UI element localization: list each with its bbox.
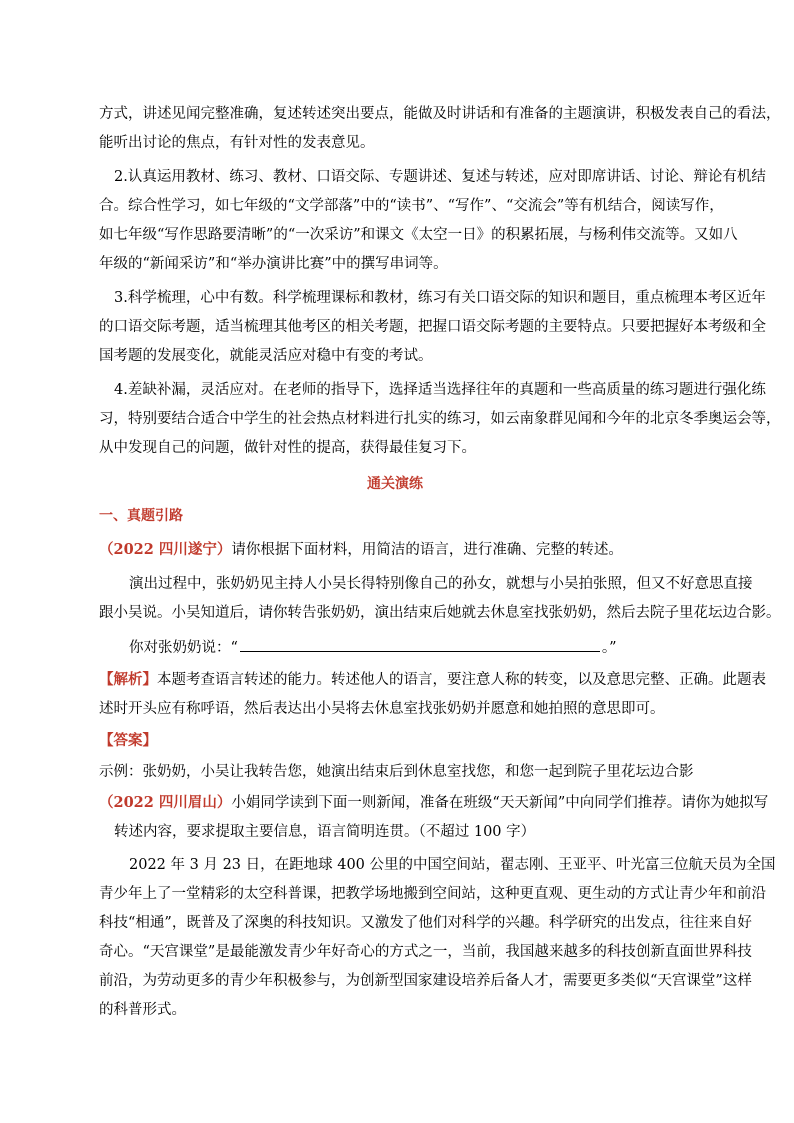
answer-blank[interactable] bbox=[240, 637, 600, 652]
paragraph-line: 国考题的发展变化，就能灵活应对稳中有变的考试。 bbox=[99, 348, 433, 364]
news-line: 2022 年 3 月 23 日，在距地球 400 公里的中国空间站，翟志刚、王亚平、叶光富三位航天员为全国 bbox=[129, 857, 776, 873]
news-line: 前沿，为劳动更多的青少年积极参与，为创新型国家建设培养后备人才，需要更多类似“天宫课堂”这样 bbox=[99, 973, 752, 989]
paragraph-line: 方式，讲述见闻完整准确，复述转述突出要点，能做及时讲话和有准备的主题演讲，积极发表自己的看法， bbox=[99, 106, 781, 122]
paragraph-line: 年级的“新闻采访”和“举办演讲比赛”中的撰写串词等。 bbox=[99, 256, 448, 272]
paragraph-line: 习，特别要结合适合中学生的社会热点材料进行扎实的练习，如云南象群见闻和今年的北京冬季奥运会等， bbox=[99, 411, 781, 427]
analysis-text: 本题考查语言转述的能力。转述他人的语言，要注意人称的转变，以及意思完整、正确。此题表 bbox=[157, 672, 766, 688]
analysis-line bbox=[99, 670, 766, 692]
analysis-label: 【解析】 bbox=[99, 671, 157, 688]
analysis-line: 述时开头应有称呼语，然后表达出小吴将去休息室找张奶奶并愿意和她拍照的意思即可。 bbox=[99, 701, 665, 717]
question-prompt bbox=[99, 540, 623, 562]
question-source: （2022 四川眉山） bbox=[99, 794, 232, 811]
paragraph-line: 如七年级“写作思路要清晰”的“一次采访”和课文《太空一日》的积累拓展，与杨利伟交流等。又如八 bbox=[99, 227, 738, 243]
answer-prefix: 你对张奶奶说：“ bbox=[129, 640, 238, 656]
question-prompt-line: 转述内容，要求提取主要信息，语言简明连贯。（不超过 100 字） bbox=[114, 824, 536, 840]
paragraph-line: 2.认真运用教材、练习、教材、口语交际、专题讲述、复述与转述，应对即席讲话、讨论、辩论有机结 bbox=[114, 169, 766, 185]
answer-label: 【答案】 bbox=[99, 732, 157, 749]
news-line: 的科普形式。 bbox=[99, 1002, 186, 1018]
answer-line bbox=[129, 637, 617, 659]
question-source: （2022 四川遂宁） bbox=[99, 541, 232, 558]
paragraph-line: 3.科学梳理，心中有数。科学梳理课标和教材，练习有关口语交际的知识和题目，重点梳理本考区近年 bbox=[114, 290, 766, 306]
paragraph-line: 能听出讨论的焦点，有针对性的发表意见。 bbox=[99, 135, 375, 151]
paragraph-line: 从中发现自己的问题，做针对性的提高，获得最佳复习下。 bbox=[99, 440, 476, 456]
section-title: 通关演练 bbox=[367, 476, 423, 492]
question-text: 小娟同学读到下面一则新闻，准备在班级“天天新闻”中向同学们推荐。请你为她拟写 bbox=[231, 795, 769, 811]
news-line: 科技“相通”，既普及了深奥的科技知识。又激发了他们对科学的兴趣。科学研究的出发点，往往来自好 bbox=[99, 915, 752, 931]
paragraph-line: 4.差缺补漏，灵活应对。在老师的指导下，选择适当选择往年的真题和一些高质量的练习题进行强化练 bbox=[114, 382, 766, 398]
paragraph-line: 合。综合性学习，如七年级的“文学部落”中的“读书”、“写作”、“交流会”等有机结合，阅读写作， bbox=[99, 198, 724, 214]
news-line: 青少年上了一堂精彩的太空科普课，把教学场地搬到空间站，这种更直观、更生动的方式让青少年和前沿 bbox=[99, 886, 766, 902]
paragraph-line: 的口语交际考题，适当梳理其他考区的相关考题，把握口语交际考题的主要特点。只要把握好本考级和全 bbox=[99, 319, 766, 335]
answer-text: 示例：张奶奶，小吴让我转告您，她演出结束后到休息室找您，和您一起到院子里花坛边合影 bbox=[99, 764, 694, 780]
news-line: 奇心。“天宫课堂”是最能激发青少年好奇心的方式之一，当前，我国越来越多的科技创新直面世界科技 bbox=[99, 944, 752, 960]
question-text: 请你根据下面材料，用简洁的语言，进行准确、完整的转述。 bbox=[231, 542, 623, 558]
answer-suffix: 。” bbox=[601, 640, 617, 656]
material-line: 跟小吴说。小吴知道后，请你转告张奶奶，演出结束后她就去休息室找张奶奶，然后去院子里花坛边合影。 bbox=[99, 605, 781, 621]
section-heading: 一、真题引路 bbox=[99, 508, 183, 524]
material-line: 演出过程中，张奶奶见主持人小吴长得特别像自己的孙女，就想与小吴拍张照，但又不好意思直接 bbox=[129, 576, 753, 592]
question-prompt bbox=[99, 793, 768, 815]
